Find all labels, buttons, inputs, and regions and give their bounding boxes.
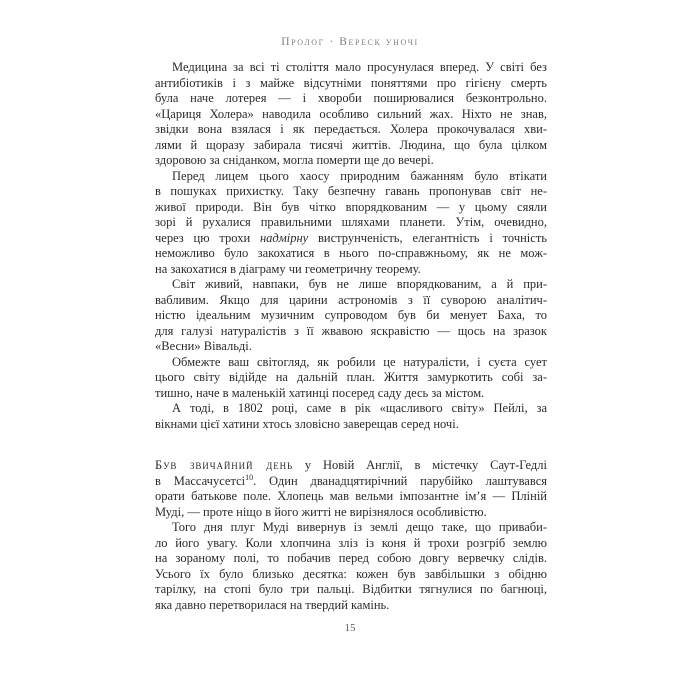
- text-line: цього світу відійде на дальній план. Життя замуркотить собі за-: [155, 370, 547, 384]
- paragraph: [155, 277, 547, 355]
- text-line: для галузі натуралістів з її жвавою яскравістю — щось на зразок: [155, 323, 547, 338]
- paragraph: [155, 355, 547, 402]
- text-line: ло його увагу. Коли хлопчина зліз із коня й трохи розгріб землю: [155, 535, 547, 550]
- text-line: «Цариця Холера» наводила особливо сильний жах. Ніхто не знав,: [155, 106, 547, 121]
- text-line: Муді, — проте ніщо в його житті не вирізнялося особливістю.: [155, 504, 487, 519]
- text-line: тишно, наче в маленькій хатинці посеред саду десь за містом.: [155, 385, 485, 400]
- styled-text: надмірну: [259, 230, 309, 245]
- text-line: ністю ідеальним музичним супроводом був би менует Баха, то: [155, 308, 547, 322]
- text-line: тарілку, на стопі було три пальці. Відбитки тягнулися по багнюці,: [155, 582, 547, 596]
- paragraph: [155, 401, 547, 432]
- text-line: через цю трохи надмірну виструнченість, елегантність і точність: [155, 230, 547, 245]
- text-line: А тоді, в 1802 році, саме в рік «щасливого світу» Пейлі, за: [172, 401, 547, 415]
- text-line: здоровою за сніданком, могла померти ще до вечері.: [155, 153, 434, 167]
- footnote-reference: 10: [245, 472, 254, 482]
- paragraph: [155, 60, 547, 169]
- text-line: лями й щоразу забирала тисячі життів. Людина, що була цілком: [155, 137, 547, 152]
- text-line: вікнами цієї хатини хтось зловісно заверещав серед ночі.: [155, 416, 459, 431]
- text-line: була наче лотерея — і хвороби поширювалися безконтрольно.: [155, 91, 547, 105]
- text-block: [155, 60, 547, 613]
- text-line: неможливо було закохатися в нього по-справжньому, як не мож-: [155, 246, 547, 260]
- text-line: в пошуках прихистку. Таку безпечну гавань пропонував світ не-: [155, 184, 547, 198]
- text-line: Медицина за всі ті століття мало просунулася вперед. У світі без: [172, 60, 547, 74]
- page-number: 15: [344, 622, 356, 634]
- text-line: звідки вона взялася і як передається. Холера прокочувалася хви-: [155, 122, 547, 136]
- text-line: Того дня плуг Муді вивернув із землі дещо таке, що приваби-: [172, 520, 547, 534]
- paragraph: [155, 520, 547, 613]
- paragraph: [155, 169, 547, 278]
- text-line: орати батькове поле. Хлопець мав вельми імпозантне ім’я — Пліній: [155, 489, 547, 503]
- text-line: на зораному полі, то побачив перед собою довгу вервечку слідів.: [155, 551, 547, 565]
- styled-text: Був звичайний день: [155, 458, 294, 472]
- text-line: в Массачусетсі$^{10}$. Один дванадцятирічний парубійко лаштувався: [155, 472, 547, 488]
- text-line: живої природи. Він був чітко впорядкованим — у цьому сяяли: [155, 199, 547, 214]
- text-line: Обмежте ваш світогляд, як робили це натуралісти, і суєта сует: [172, 354, 547, 369]
- running-header: Пролог · Вереск уночі: [281, 36, 419, 48]
- text-line: вабливим. Якщо для царини астрономів з її суворою аналітич-: [155, 292, 547, 307]
- text-line: Світ живий, навпаки, був не лише впорядкованим, а й при-: [172, 277, 547, 291]
- text-line: на закохатися в діаграму чи геометричну теорему.: [155, 261, 421, 276]
- text-line: Перед лицем цього хаосу природним бажанням було втікати: [172, 168, 547, 183]
- text-line: зорі й рухалися правильними шляхами планети. Утім, очевидно,: [155, 215, 547, 229]
- paragraph: [155, 458, 547, 520]
- text-line: антибіотиків і з майже відсутніми поняттями про гігієну смерть: [155, 75, 547, 90]
- text-line: Був звичайний день у Новій Англії, в містечку Саут-Гедлі: [155, 458, 547, 472]
- text-line: яка давно перетворилася на твердий камінь.: [155, 597, 390, 612]
- text-line: «Весни» Вівальді.: [155, 339, 252, 353]
- text-line: Усього їх було близько десятка: кожен був завбільшки з обідню: [155, 566, 547, 581]
